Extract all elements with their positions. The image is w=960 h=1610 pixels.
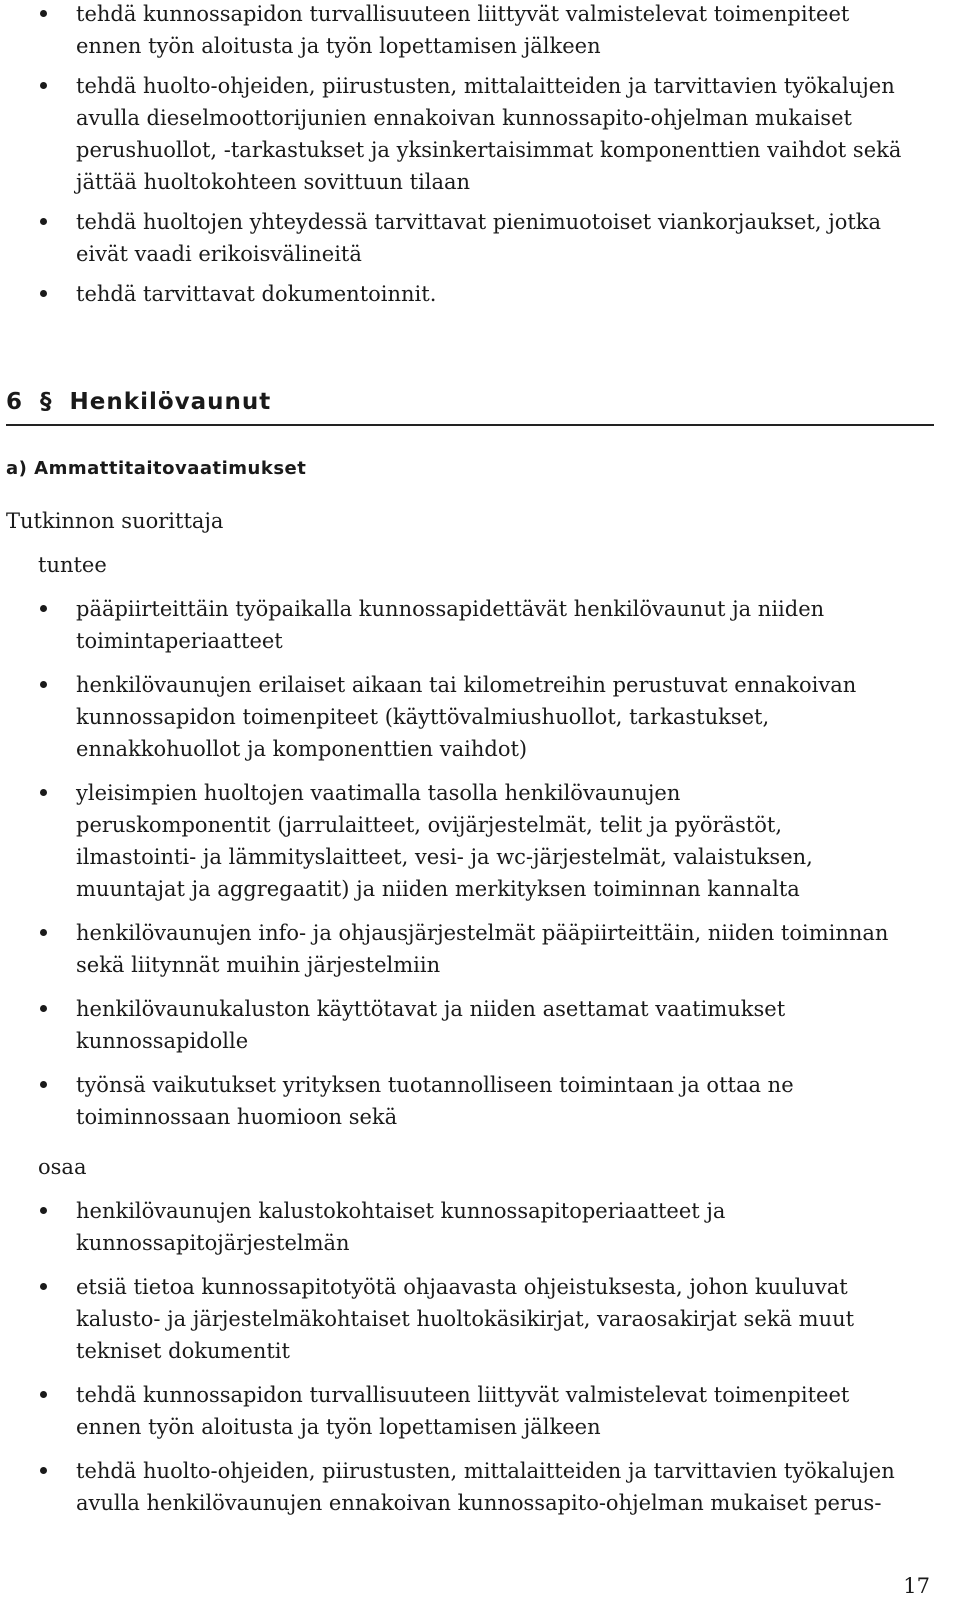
bullet-icon: [40, 82, 47, 89]
list-item: tehdä kunnossapidon turvallisuuteen liittyvät valmistelevat toimenpiteet ennen työn aloitusta ja työn lopettamisen jälkeen: [0, 0, 906, 62]
lead-text: Tutkinnon suorittaja: [6, 509, 224, 533]
list-item: henkilövaunujen erilaiset aikaan tai kilometreihin perustuvat ennakoivan kunnossapidon toimenpiteet (käyttövalmiushuollot, tarkastukset, ennakkohuollot ja komponenttien vaihdot): [0, 669, 876, 765]
list-item: tehdä huolto-ohjeiden, piirustusten, mittalaitteiden ja tarvittavien työkalujen avulla henkilövaunujen ennakoivan kunnossapito-ohjelman mukaiset perus-: [0, 1455, 906, 1519]
bullet-icon: [40, 1207, 47, 1214]
intro-bullet-list: [0, 0, 945, 310]
can-bullet-list: [0, 1195, 945, 1519]
list-item: tehdä kunnossapidon turvallisuuteen liittyvät valmistelevat toimenpiteet ennen työn aloitusta ja työn lopettamisen jälkeen: [0, 1379, 876, 1443]
subsection-heading: a) Ammattitaitovaatimukset: [6, 458, 307, 479]
bullet-icon: [40, 1391, 47, 1398]
list-item: yleisimpien huoltojen vaatimalla tasolla henkilövaunujen peruskomponentit (jarrulaitteet, ovijärjestelmät, telit ja pyörästöt, ilmastointi- ja lämmityslaitteet, vesi- ja wc-järjestelmät, valaistuksen, muuntajat ja aggregaatit) ja niiden merkityksen toiminnan kannalta: [0, 777, 876, 905]
list-item: tehdä huoltojen yhteydessä tarvittavat pienimuotoiset viankorjaukset, jotka eivät vaadi erikoisvälineitä: [0, 206, 906, 270]
list-item: etsiä tietoa kunnossapitotyötä ohjaavasta ohjeistuksesta, johon kuuluvat kalusto- ja järjestelmäkohtaiset huoltokäsikirjat, varaosakirjat sekä muut tekniset dokumentit: [0, 1271, 876, 1367]
list-item: tehdä tarvittavat dokumentoinnit.: [0, 278, 906, 310]
bullet-icon: [40, 681, 47, 688]
list-item: henkilövaunujen kalustokohtaiset kunnossapitoperiaatteet ja kunnossapitojärjestelmän: [0, 1195, 876, 1259]
section-symbol: §: [40, 389, 53, 415]
section-number: 6: [6, 389, 24, 415]
list-item: pääpiirteittäin työpaikalla kunnossapidettävät henkilövaunut ja niiden toimintaperiaatteet: [0, 593, 876, 657]
page-number: 17: [903, 1574, 930, 1598]
knows-label: tuntee: [38, 553, 107, 577]
bullet-icon: [40, 1081, 47, 1088]
knows-bullet-list: [0, 593, 945, 1133]
list-item: henkilövaunukaluston käyttötavat ja niiden asettamat vaatimukset kunnossapidolle: [0, 993, 876, 1057]
bullet-icon: [40, 10, 47, 17]
bullet-icon: [40, 605, 47, 612]
can-label: osaa: [38, 1155, 87, 1179]
bullet-icon: [40, 929, 47, 936]
bullet-icon: [40, 1283, 47, 1290]
bullet-icon: [40, 789, 47, 796]
bullet-icon: [40, 1005, 47, 1012]
section-title: Henkilövaunut: [69, 389, 272, 415]
list-item: henkilövaunujen info- ja ohjausjärjestelmät pääpiirteittäin, niiden toiminnan sekä liitynnät muihin järjestelmiin: [0, 917, 906, 981]
list-item: työnsä vaikutukset yrityksen tuotannolliseen toimintaan ja ottaa ne toiminnossaan huomioon sekä: [0, 1069, 876, 1133]
section-heading: [6, 389, 934, 426]
list-item: tehdä huolto-ohjeiden, piirustusten, mittalaitteiden ja tarvittavien työkalujen avulla dieselmoottorijunien ennakoivan kunnossapito-ohjelman mukaiset perushuollot, -tarkastukset ja yksinkertaisimmat komponenttien vaihdot sekä jättää huoltokohteen sovittuun tilaan: [0, 70, 906, 198]
bullet-icon: [40, 218, 47, 225]
bullet-icon: [40, 290, 47, 297]
bullet-icon: [40, 1467, 47, 1474]
